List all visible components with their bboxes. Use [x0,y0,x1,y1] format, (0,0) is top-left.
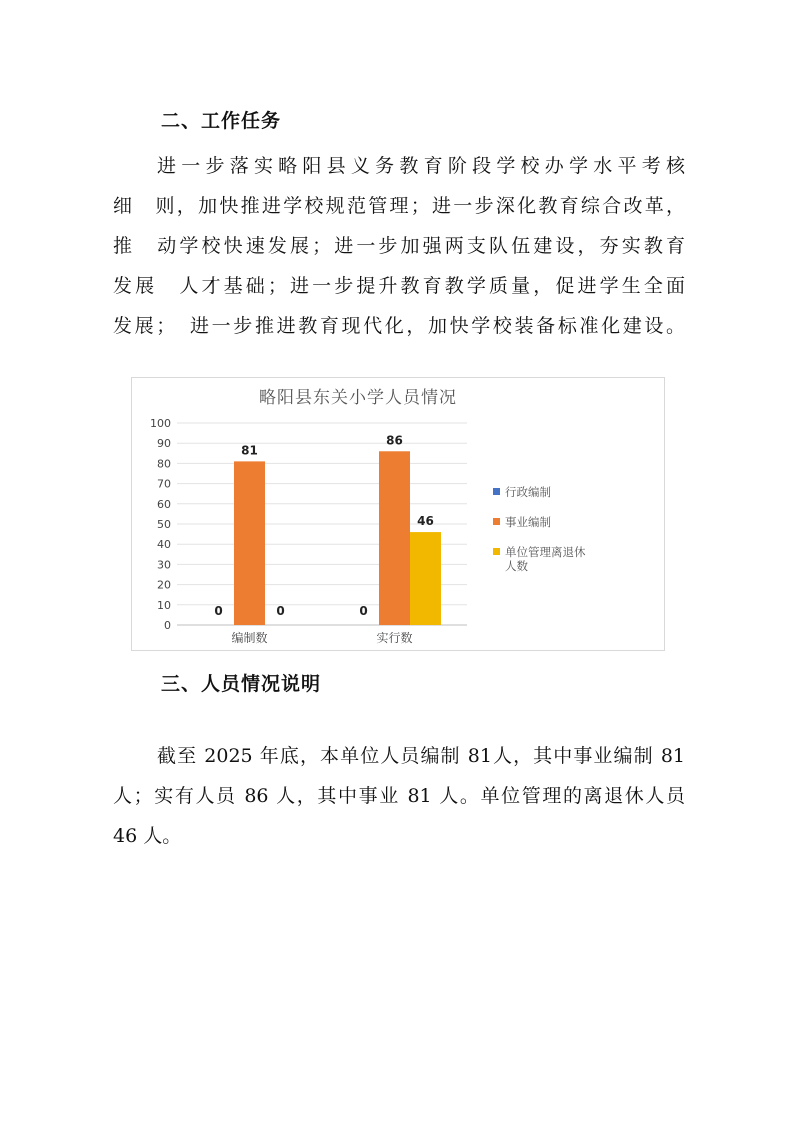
y-tick-label: 90 [157,437,171,451]
y-tick-label: 50 [157,518,171,531]
y-tick-label: 40 [157,538,171,552]
data-label: 81 [241,443,258,458]
chart-canvas [132,378,664,650]
paragraph-line: 人；实有人员 86 人，其中事业 81 人。单位管理的离退休人员 [113,785,685,807]
data-label: 46 [417,514,434,529]
data-label: 0 [214,604,223,618]
x-tick-label: 编制数 [231,631,268,645]
y-tick-label: 10 [157,598,171,612]
paragraph-line: 推 动学校快速发展；进一步加强两支队伍建设，夯实教育 [113,235,685,257]
section-heading-work-tasks: 二、工作任务 [161,110,282,132]
bar-3-2 [410,532,441,625]
data-label: 86 [386,433,403,448]
paragraph-line: 46 人。 [113,825,182,847]
legend-label: 单位管理离退休 [505,545,586,559]
chart-title: 略阳县东关小学人员情况 [259,388,457,408]
bar-2-2 [379,451,410,625]
section-heading-staff-description: 三、人员情况说明 [161,673,322,695]
y-tick-label: 70 [157,477,171,491]
work-tasks-paragraph [113,146,685,346]
staffing-bar-chart [131,377,665,651]
y-tick-label: 80 [157,457,171,471]
data-label: 0 [276,604,285,618]
chart-legend [493,485,586,573]
legend-label: 事业编制 [505,515,551,529]
paragraph-line: 发展 人才基础；进一步提升教育教学质量，促进学生全面 [113,275,685,297]
paragraph-line: 发展； 进一步推进教育现代化，加快学校装备标准化建设。 [113,315,685,337]
legend-swatch [493,548,500,555]
bar-2-1 [234,461,265,625]
paragraph-line: 进一步落实略阳县义务教育阶段学校办学水平考核 [157,155,685,177]
chart-bars [214,433,441,645]
staff-description-paragraph [113,736,685,856]
y-tick-label: 30 [157,558,171,572]
y-tick-label: 0 [164,619,171,632]
legend-label-cont: 人数 [505,559,528,573]
x-tick-label: 实行数 [376,631,413,645]
y-tick-label: 60 [157,497,171,511]
legend-label: 行政编制 [505,485,551,499]
legend-swatch [493,488,500,495]
paragraph-line: 细 则，加快推进学校规范管理；进一步深化教育综合改革， [113,195,685,217]
y-tick-label: 100 [150,417,171,430]
y-tick-label: 20 [157,578,171,592]
legend-swatch [493,518,500,525]
data-label: 0 [359,604,368,618]
paragraph-line: 截至 2025 年底，本单位人员编制 81人，其中事业编制 81 [157,745,685,767]
